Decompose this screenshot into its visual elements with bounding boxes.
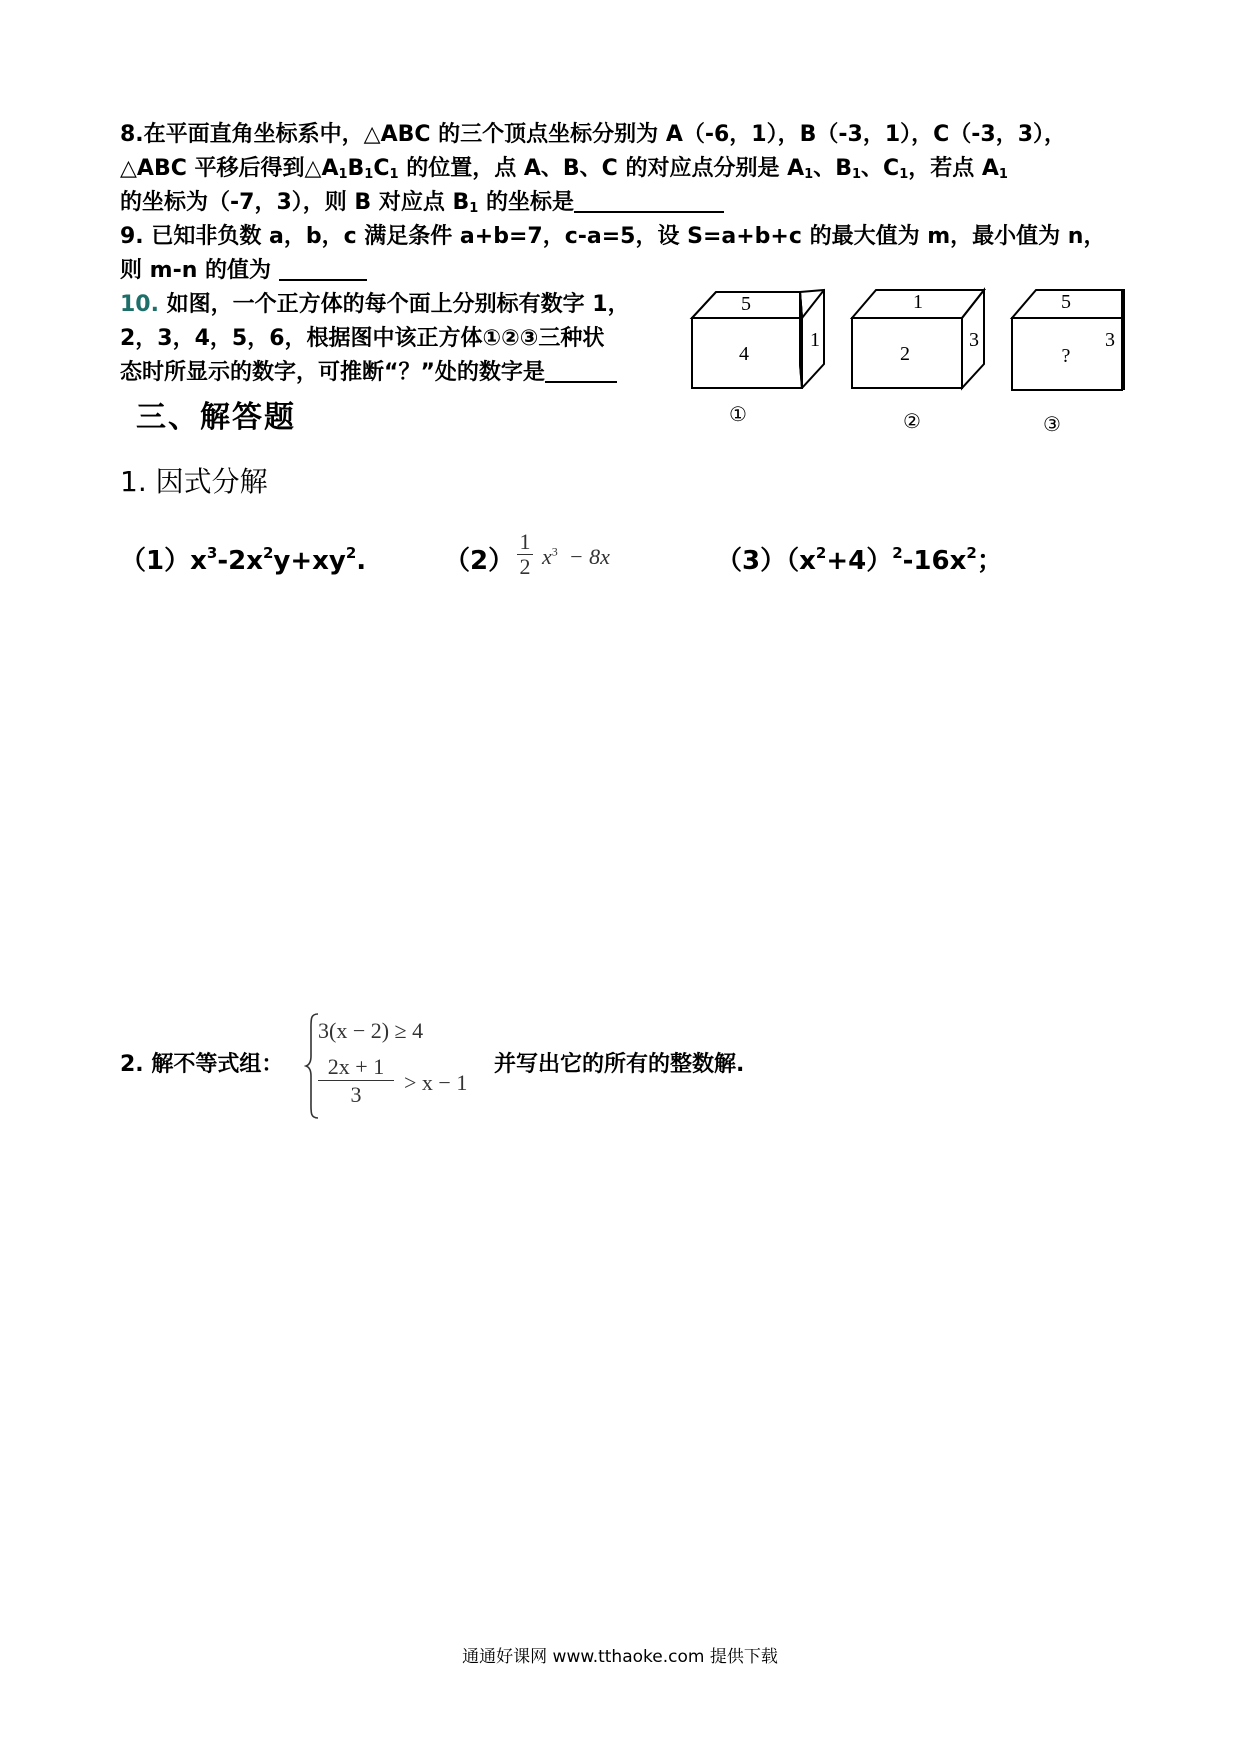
q8-sub: 1 [851,167,862,182]
q8-text: 的位置，点 A、B、C 的对应点分别是 A [398,156,805,181]
item-label: （3） [716,546,787,576]
q10-line3 [120,356,617,390]
cube-front-label: ? [1061,345,1071,367]
q8-sub: 1 [338,167,348,182]
exponent: 3 [551,544,558,559]
expr: +4） [826,546,893,576]
q8-answer-blank[interactable] [574,189,724,213]
problem1-item2-fraction [514,530,536,579]
cube-top-label: 1 [913,291,923,313]
q8-line1: 8.在平面直角坐标系中，△ABC 的三个顶点坐标分别为 A（-6，1），B（-3，1），C（-3，3）， [120,122,1067,147]
cube-side-label: 1 [810,329,820,351]
q8-sub: 1 [389,167,399,182]
cube-front-label: 4 [739,343,749,365]
expr: x [190,546,207,576]
inequality-2-rest: > x − 1 [404,1070,468,1095]
problem1-item1 [120,540,366,577]
inequality-2-fraction [318,1054,394,1109]
q10-number: 10. [120,292,159,317]
exponent: 2 [966,544,977,562]
q10-answer-blank[interactable] [545,359,617,383]
cube-1 [692,290,824,426]
exponent: 3 [206,544,218,562]
item-label: （1） [120,546,191,576]
q9-answer-blank[interactable] [279,257,367,281]
problem1-item2-expr [542,544,610,570]
q8-text: ，若点 A [908,156,999,181]
expr: （x [786,546,816,576]
cube-2 [852,290,984,433]
section-title: 三、解答题 [136,400,296,435]
cube-side-label: 3 [969,329,979,351]
q8-text: △ABC 平移后得到△A [120,156,339,181]
cube-top-label: 5 [741,293,751,315]
expr: − 8x [568,544,610,569]
q8-sub: 1 [469,201,479,216]
expr: y+xy [273,546,346,576]
cube-top-label: 5 [1061,291,1071,313]
expr: -16x [902,546,967,576]
q8-sub: 1 [364,167,374,182]
q8-text: C [373,156,390,181]
cube-side-label: 3 [1105,329,1115,351]
q9-line2 [120,254,367,288]
q8-sub: 1 [899,167,909,182]
q8-sub: 1 [804,167,814,182]
fraction-denominator: 3 [350,1082,362,1107]
expr: x [542,544,552,569]
exponent: 2 [345,544,357,562]
problem2-suffix: 并写出它的所有的整数解. [494,1052,745,1077]
q9-text: 则 m-n 的值为 [120,258,272,283]
page-footer: 通通好课网 www.tthaoke.com 提供下载 [462,1647,778,1667]
exponent: 2 [815,544,827,562]
q8-text: 、B [813,156,852,181]
q8-line2 [120,152,1008,186]
q8-text: 的坐标是 [478,190,574,215]
cube-caption: ③ [1043,414,1061,436]
q8-text: B [347,156,365,181]
inequality-1: 3(x − 2) ≥ 4 [318,1018,424,1043]
q8-text: 、C [861,156,900,181]
cube-3 [1012,290,1140,436]
exponent: 2 [262,544,274,562]
q10-text: 如图，一个正方体的每个面上分别标有数字 1， [158,292,630,317]
q10-text: 态时所显示的数字，可推断“？”处的数字是 [120,360,545,385]
q10-line1 [120,288,630,322]
q9-line1: 9. 已知非负数 a，b，c 满足条件 a+b=7，c-a=5，设 S=a+b+c 的最大值为 m，最小值为 n， [120,224,1106,249]
cube-caption: ② [903,411,921,433]
fraction-denominator: 2 [519,554,531,579]
problem1-item2-label: （2） [444,546,515,576]
expr: . [356,546,367,576]
q8-line3 [120,186,724,220]
fraction-numerator: 2x + 1 [327,1054,385,1079]
q8-sub: 1 [998,167,1008,182]
problem2-label: 2. 解不等式组： [120,1052,284,1077]
expr: -2x [217,546,263,576]
q10-line2: 2，3，4，5，6，根据图中该正方体①②③三种状 [120,326,605,351]
exponent: 2 [892,544,903,562]
problem1-item3 [716,540,1003,577]
problem1-title: 1. 因式分解 [120,465,268,498]
q8-text: 的坐标为（-7，3），则 B 对应点 B [120,190,470,215]
cube-caption: ① [729,404,747,426]
cube-front-label: 2 [900,343,910,365]
expr: ； [976,546,1003,576]
fraction-numerator: 1 [519,529,531,554]
cube-figures [680,276,1140,436]
